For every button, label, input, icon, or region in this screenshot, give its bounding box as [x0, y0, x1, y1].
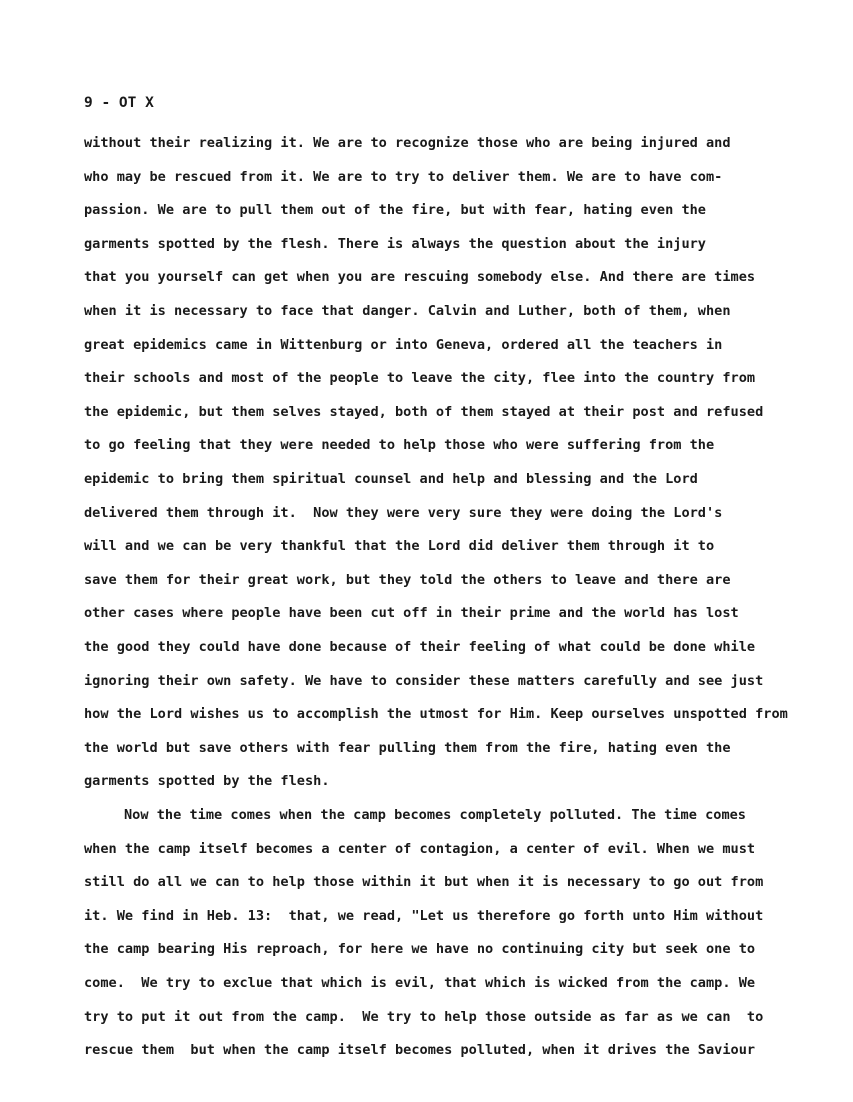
text-line: garments spotted by the flesh. There is always the question about the injury [84, 235, 706, 252]
text-line: it. We find in Heb. 13: that, we read, "Let us therefore go forth unto Him without [84, 907, 764, 924]
text-line: great epidemics came in Wittenburg or into Geneva, ordered all the teachers in [84, 336, 723, 353]
text-line: the good they could have done because of their feeling of what could be done while [84, 639, 756, 655]
text-line: when it is necessary to face that danger. Calvin and Luther, both of them, when [84, 303, 731, 319]
text-line: that you yourself can get when you are rescuing somebody else. And there are times [84, 269, 756, 286]
text-line: save them for their great work, but they told the others to leave and there are [84, 571, 731, 588]
text-line: to go feeling that they were needed to help those who were suffering from the [84, 437, 715, 454]
text-line: garments spotted by the flesh. [84, 773, 330, 790]
text-line: rescue them but when the camp itself becomes polluted, when it drives the Saviour [84, 1042, 756, 1059]
text-line: who may be rescued from it. We are to try to deliver them. We are to have com- [84, 168, 723, 185]
text-line: their schools and most of the people to leave the city, flee into the country from [84, 370, 756, 387]
text-line: when the camp itself becomes a center of contagion, a center of evil. When we must [84, 840, 756, 857]
text-line: epidemic to bring them spiritual counsel and help and blessing and the Lord [84, 471, 698, 487]
text-line: without their realizing it. We are to recognize those who are being injured and [84, 135, 731, 151]
text-line: delivered them through it. Now they were very sure they were doing the Lord's [84, 504, 723, 521]
page-header: 9 - OT X [84, 95, 154, 111]
text-line: will and we can be very thankful that the Lord did deliver them through it to [84, 538, 715, 555]
text-line: the camp bearing His reproach, for here we have no continuing city but seek one to [84, 941, 756, 958]
text-line: ignoring their own safety. We have to consider these matters carefully and see just [84, 672, 764, 689]
text-line: try to put it out from the camp. We try to help those outside as far as we can to [84, 1008, 764, 1025]
text-line: still do all we can to help those within it but when it is necessary to go out from [84, 874, 764, 891]
text-line: the world but save others with fear pulling them from the fire, hating even the [84, 739, 731, 756]
text-line: other cases where people have been cut off in their prime and the world has lost [84, 605, 739, 622]
text-line: Now the time comes when the camp becomes completely polluted. The time comes [124, 807, 746, 823]
text-line: how the Lord wishes us to accomplish the utmost for Him. Keep ourselves unspotted from [84, 706, 788, 723]
text-line: come. We try to exclue that which is evil, that which is wicked from the camp. We [84, 975, 756, 991]
text-line: the epidemic, but them selves stayed, both of them stayed at their post and refused [84, 403, 764, 420]
text-line: passion. We are to pull them out of the fire, but with fear, hating even the [84, 202, 706, 219]
